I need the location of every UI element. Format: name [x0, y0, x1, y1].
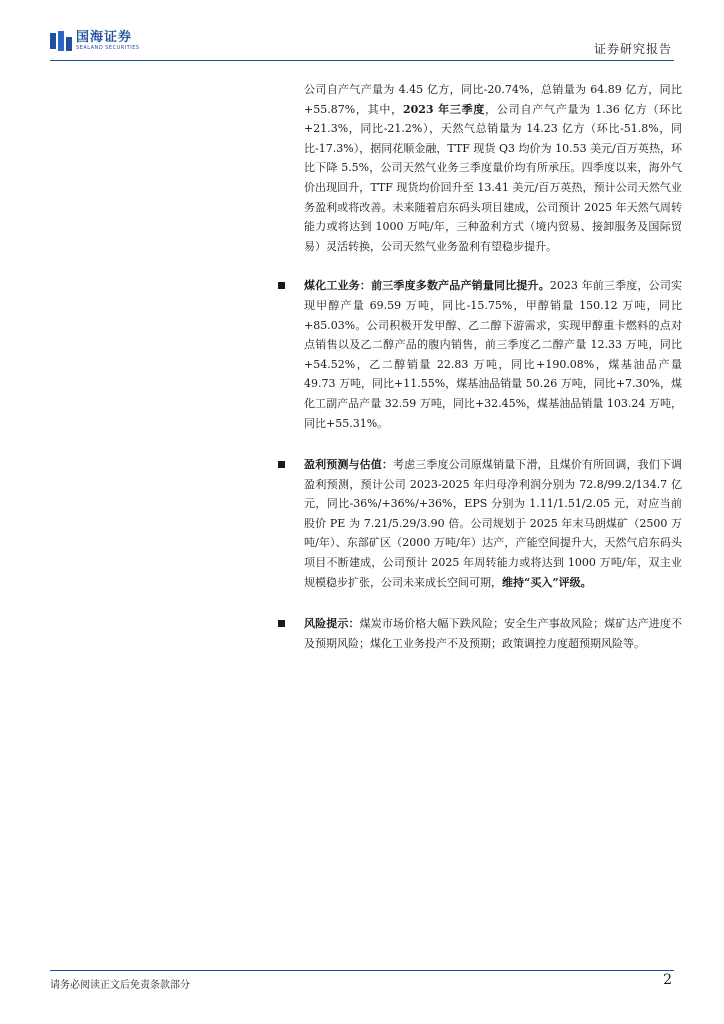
header-divider: [50, 60, 674, 61]
company-logo: [50, 31, 140, 51]
section-heading: 风险提示：: [304, 617, 360, 631]
rating-text: 维持“买入”评级。: [502, 575, 592, 589]
section-heading: 盈利预测与估值：: [304, 458, 393, 472]
section-body: 考虑三季度公司原煤销量下滑，且煤价有所回调，我们下调盈利预测，预计公司 2023-2025 年归母净利润分别为 72.8/99.2/134.7 亿元，同比-36%/+36%/+36%，EPS 分别为 1.11/1.51/2.05 元，对应当前股价 PE 为 7.21/5.29/3.90 倍。公司规划于 2025 年末马朗煤矿（2500 万吨/年）、东部矿区（2000 万吨/年）达产，产能空间提升大，天然气启东码头项目不断建成，公司预计 2025 年周转能力或将达到 1000 万吨/年，双主业规模稳步扩张，公司未来成长空间可期，: [304, 458, 683, 589]
section-forecast: [304, 455, 682, 592]
logo-name-cn: 国海证券: [76, 30, 133, 45]
main-content: [304, 80, 682, 653]
bullet-square-icon: [278, 282, 285, 289]
section-heading: 煤化工业务：前三季度多数产品产销量同比提升。: [304, 279, 550, 293]
intro-paragraph: 公司自产气产量为 4.45 亿方，同比-20.74%，总销量为 64.89 亿方，同比+55.87%，其中，2023 年三季度，公司自产气产量为 1.36 亿方（环比+21.3%，同比-21.2%），天然气总销量为 14.23 亿方（环比-51.8%，同比-17.3%），据同花顺金融，TTF 现货 Q3 均价为 10.53 美元/百万英热，环比下降 5.5%，公司天然气业务三季度量价均有所承压。四季度以来，海外气价出现回升，TTF 现货均价回升至 13.41 美元/百万英热，预计公司天然气业务盈利或将改善。未来随着启东码头项目建成，公司预计 2025 年天然气周转能力或将达到 1000 万吨/年，三种盈利方式（境内贸易、接卸服务及国际贸易）灵活转换，公司天然气业务盈利有望稳步提升。: [304, 83, 682, 253]
report-type-label: 证券研究报告: [593, 42, 672, 56]
section-coal-chemical: [304, 276, 682, 433]
bullet-square-icon: [278, 620, 285, 627]
footer-divider: [50, 970, 674, 971]
page-number: 2: [663, 972, 672, 988]
logo-icon: [50, 31, 72, 51]
bullet-square-icon: [278, 461, 285, 468]
section-body: 煤炭市场价格大幅下跌风险；安全生产事故风险；煤矿达产进度不及预期风险；煤化工业务投产不及预期；政策调控力度超预期风险等。: [304, 617, 683, 650]
logo-name-en: SEALAND SECURITIES: [76, 45, 140, 51]
section-risk: [304, 614, 682, 653]
section-body: 2023 年前三季度，公司实现甲醇产量 69.59 万吨，同比-15.75%，甲醇销量 150.12 万吨，同比+85.03%。公司积极开发甲醇、乙二醇下游需求，实现甲醇重卡燃料的点对点销售以及乙二醇产品的腹内销售，前三季度乙二醇产量 12.33 万吨，同比+54.52%，乙二醇销量 22.83 万吨，同比+190.08%，煤基油品产量 49.73 万吨，同比+11.55%，煤基油品销量 50.26 万吨，同比+7.30%，煤化工副产品产量 32.59 万吨，同比+32.45%，煤基油品销量 103.24 万吨，同比+55.31%。: [304, 279, 682, 430]
footer-disclaimer: 请务必阅读正文后免责条款部分: [50, 980, 190, 991]
page-header: [0, 0, 724, 62]
